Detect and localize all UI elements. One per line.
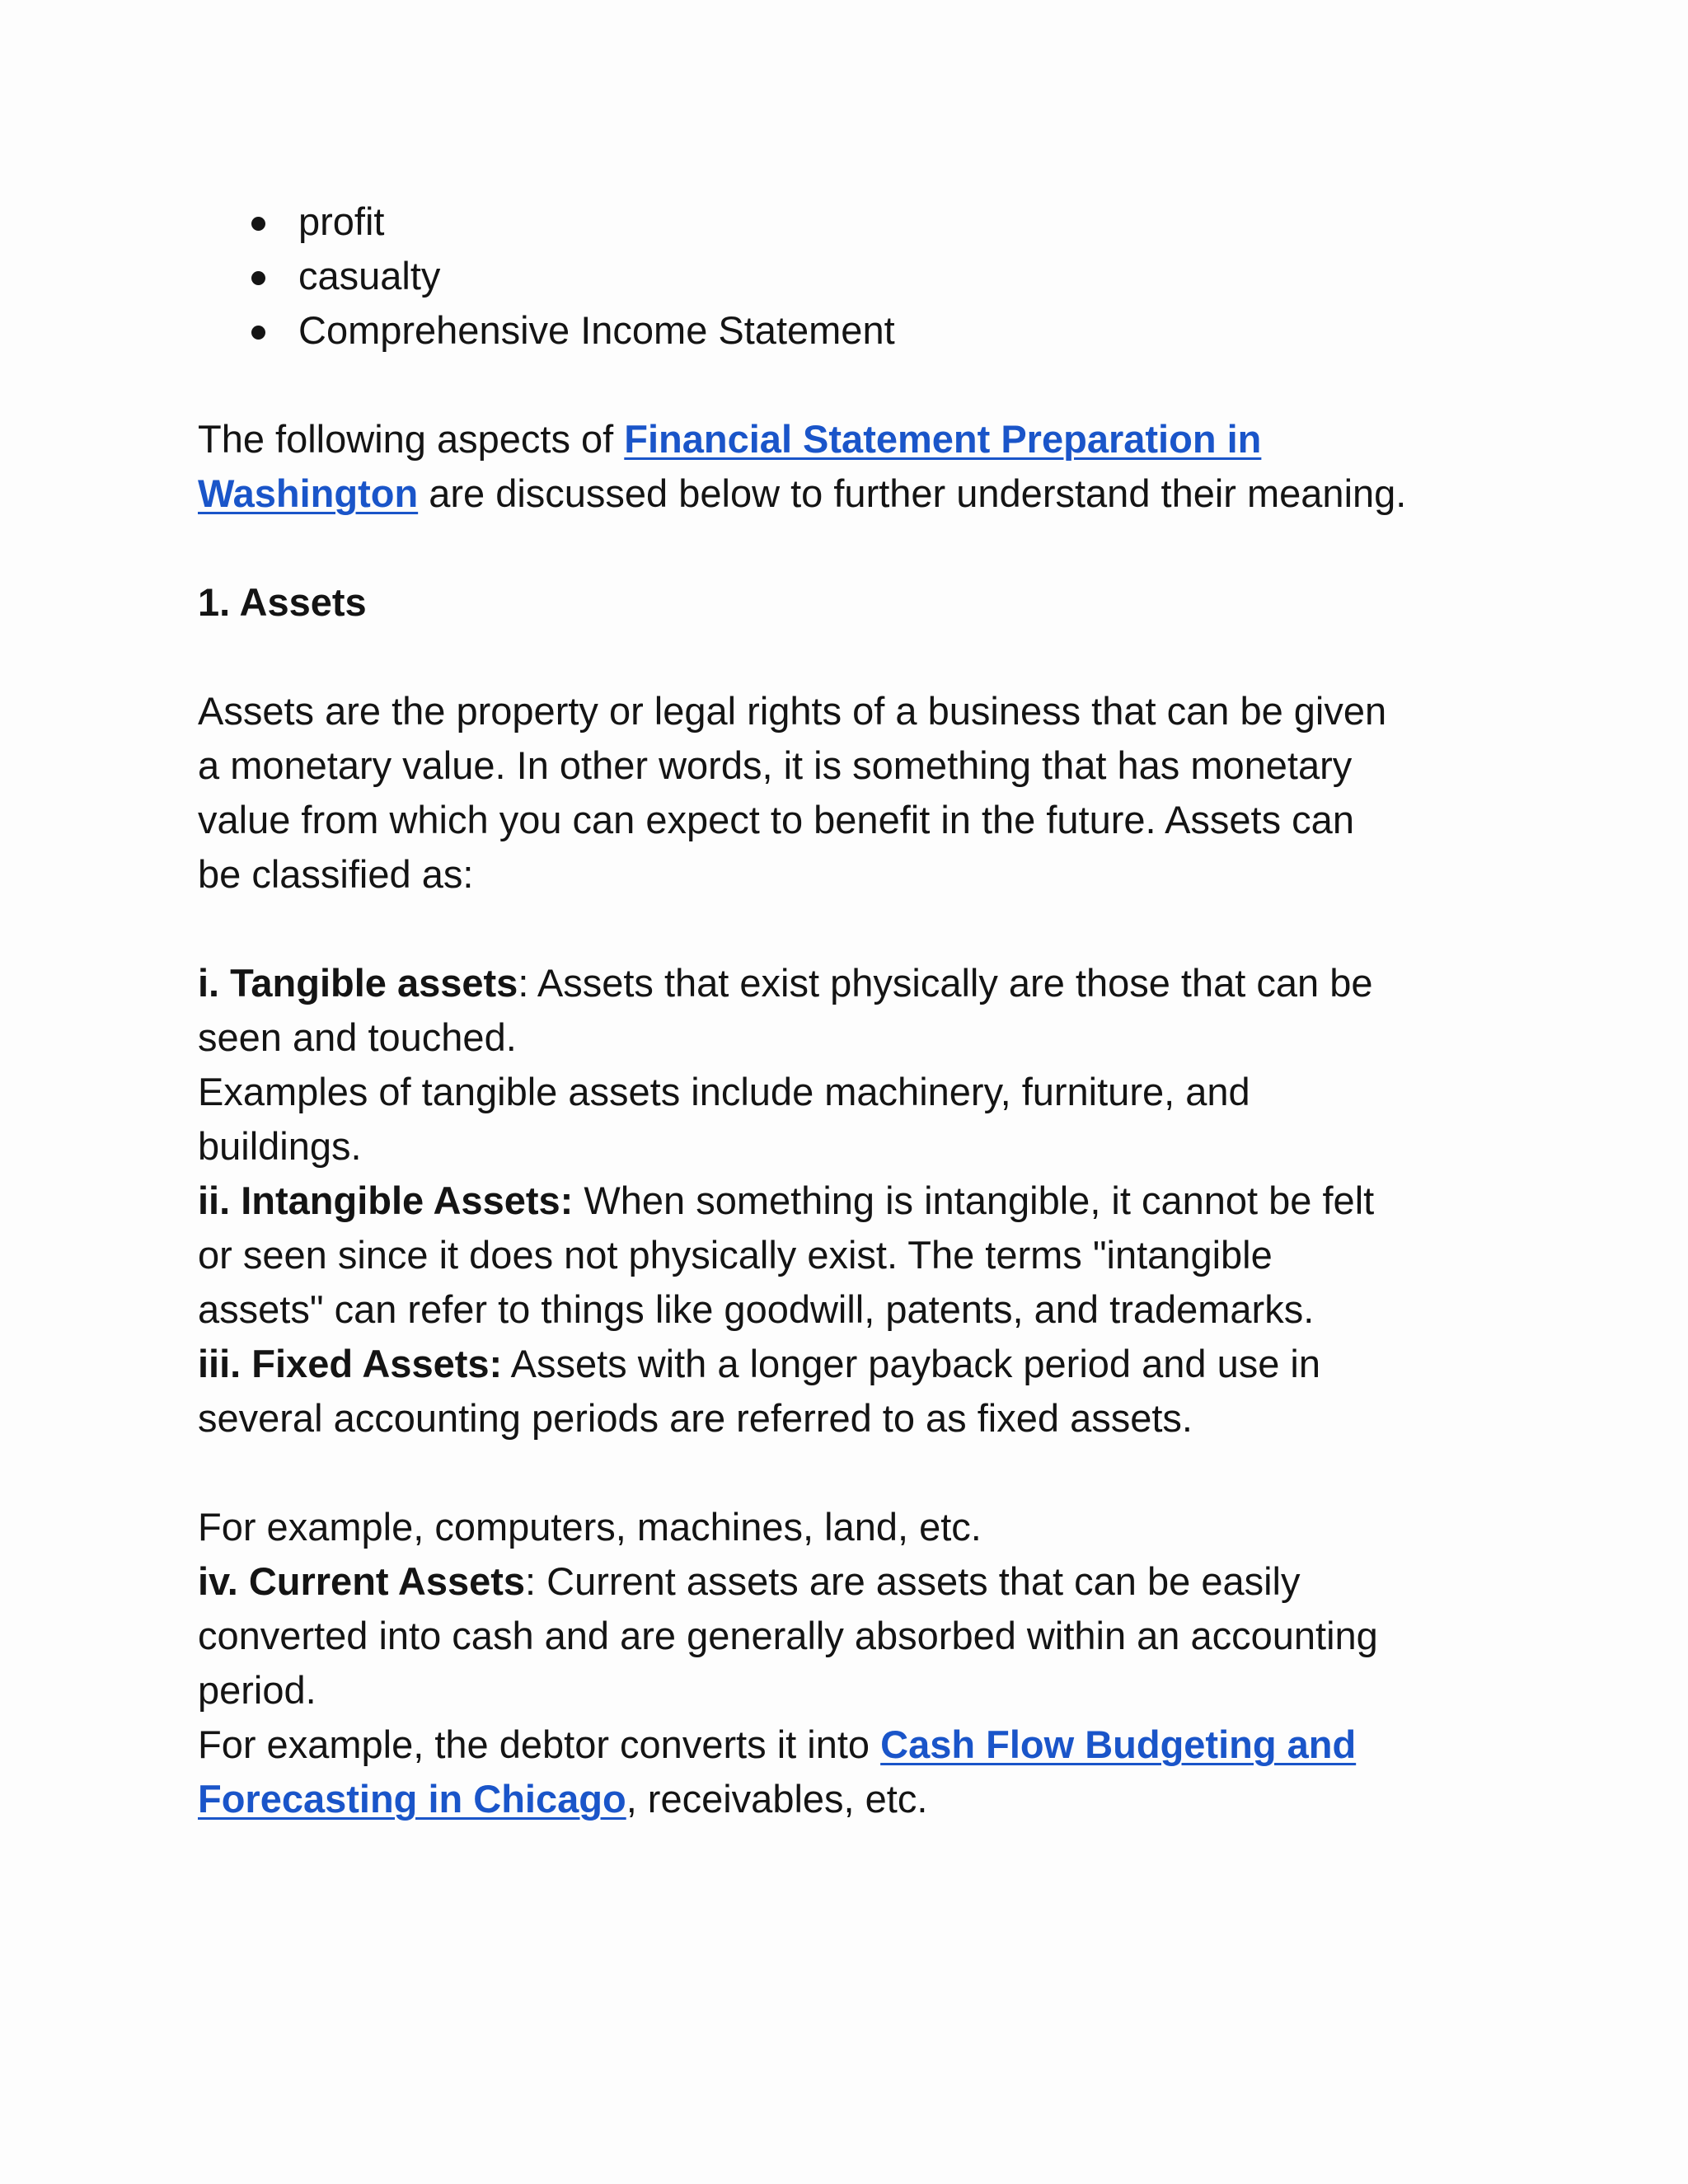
tangible-text: : Assets that exist physically are those that can be — [518, 961, 1373, 1005]
current-example-text: For example, the debtor converts it into — [198, 1722, 881, 1766]
list-item — [198, 303, 1484, 358]
link-text-line2: Washington — [198, 471, 419, 515]
bullet-dot-icon — [251, 326, 265, 340]
intangible-paragraph — [198, 1174, 1484, 1337]
bullet-text: profit — [298, 199, 385, 243]
bullet-dot-icon — [251, 271, 265, 285]
tangible-examples: Examples of tangible assets include machinery, furniture, and — [198, 1070, 1250, 1113]
link-text-line1: Cash Flow Budgeting and — [880, 1722, 1357, 1766]
assets-line: value from which you can expect to benefit in the future. Assets can — [198, 798, 1354, 841]
assets-line: a monetary value. In other words, it is something that has monetary — [198, 743, 1353, 787]
intro-paragraph — [198, 412, 1484, 521]
tangible-paragraph — [198, 956, 1484, 1174]
bullet-text: casualty — [298, 254, 441, 298]
assets-line: be classified as: — [198, 852, 474, 896]
link-text-line1: Financial Statement Preparation in — [624, 417, 1262, 461]
assets-paragraph — [198, 684, 1484, 902]
tangible-text: seen and touched. — [198, 1015, 517, 1059]
current-text: : Current assets are assets that can be easily — [525, 1559, 1301, 1603]
intro-text: The following aspects of — [198, 417, 625, 461]
assets-heading: 1. Assets — [198, 580, 367, 624]
fixed-text: Assets with a longer payback period and use in — [502, 1342, 1321, 1385]
intangible-text: When something is intangible, it cannot be felt — [573, 1179, 1375, 1222]
tangible-examples: buildings. — [198, 1124, 362, 1168]
intangible-text: assets" can refer to things like goodwill, patents, and trademarks. — [198, 1287, 1315, 1331]
bullet-dot-icon — [251, 217, 265, 231]
assets-line: Assets are the property or legal rights of a business that can be given — [198, 689, 1387, 733]
current-example — [198, 1718, 1484, 1826]
current-label: iv. Current Assets — [198, 1559, 526, 1603]
current-paragraph — [198, 1554, 1484, 1718]
fixed-text: several accounting periods are referred to as fixed assets. — [198, 1396, 1193, 1440]
fixed-paragraph — [198, 1337, 1484, 1446]
current-text: period. — [198, 1668, 316, 1712]
intro-text-end: are discussed below to further understand their meaning. — [418, 471, 1407, 515]
fixed-example — [198, 1500, 1484, 1554]
intangible-label: ii. Intangible Assets: — [198, 1179, 574, 1222]
current-text: converted into cash and are generally absorbed within an accounting — [198, 1614, 1378, 1657]
fixed-label: iii. Fixed Assets: — [198, 1342, 503, 1385]
current-example-end: , receivables, etc. — [626, 1777, 928, 1821]
fixed-example-text: For example, computers, machines, land, etc. — [198, 1505, 982, 1549]
list-item — [198, 194, 1484, 249]
document-content — [198, 194, 1484, 1826]
bullet-list — [198, 194, 1484, 358]
tangible-label: i. Tangible assets — [198, 961, 518, 1005]
link-text-line2: Forecasting in Chicago — [198, 1777, 626, 1821]
section-heading — [198, 575, 1484, 630]
intangible-text: or seen since it does not physically exist. The terms "intangible — [198, 1233, 1273, 1277]
bullet-text: Comprehensive Income Statement — [298, 308, 895, 352]
list-item — [198, 249, 1484, 303]
